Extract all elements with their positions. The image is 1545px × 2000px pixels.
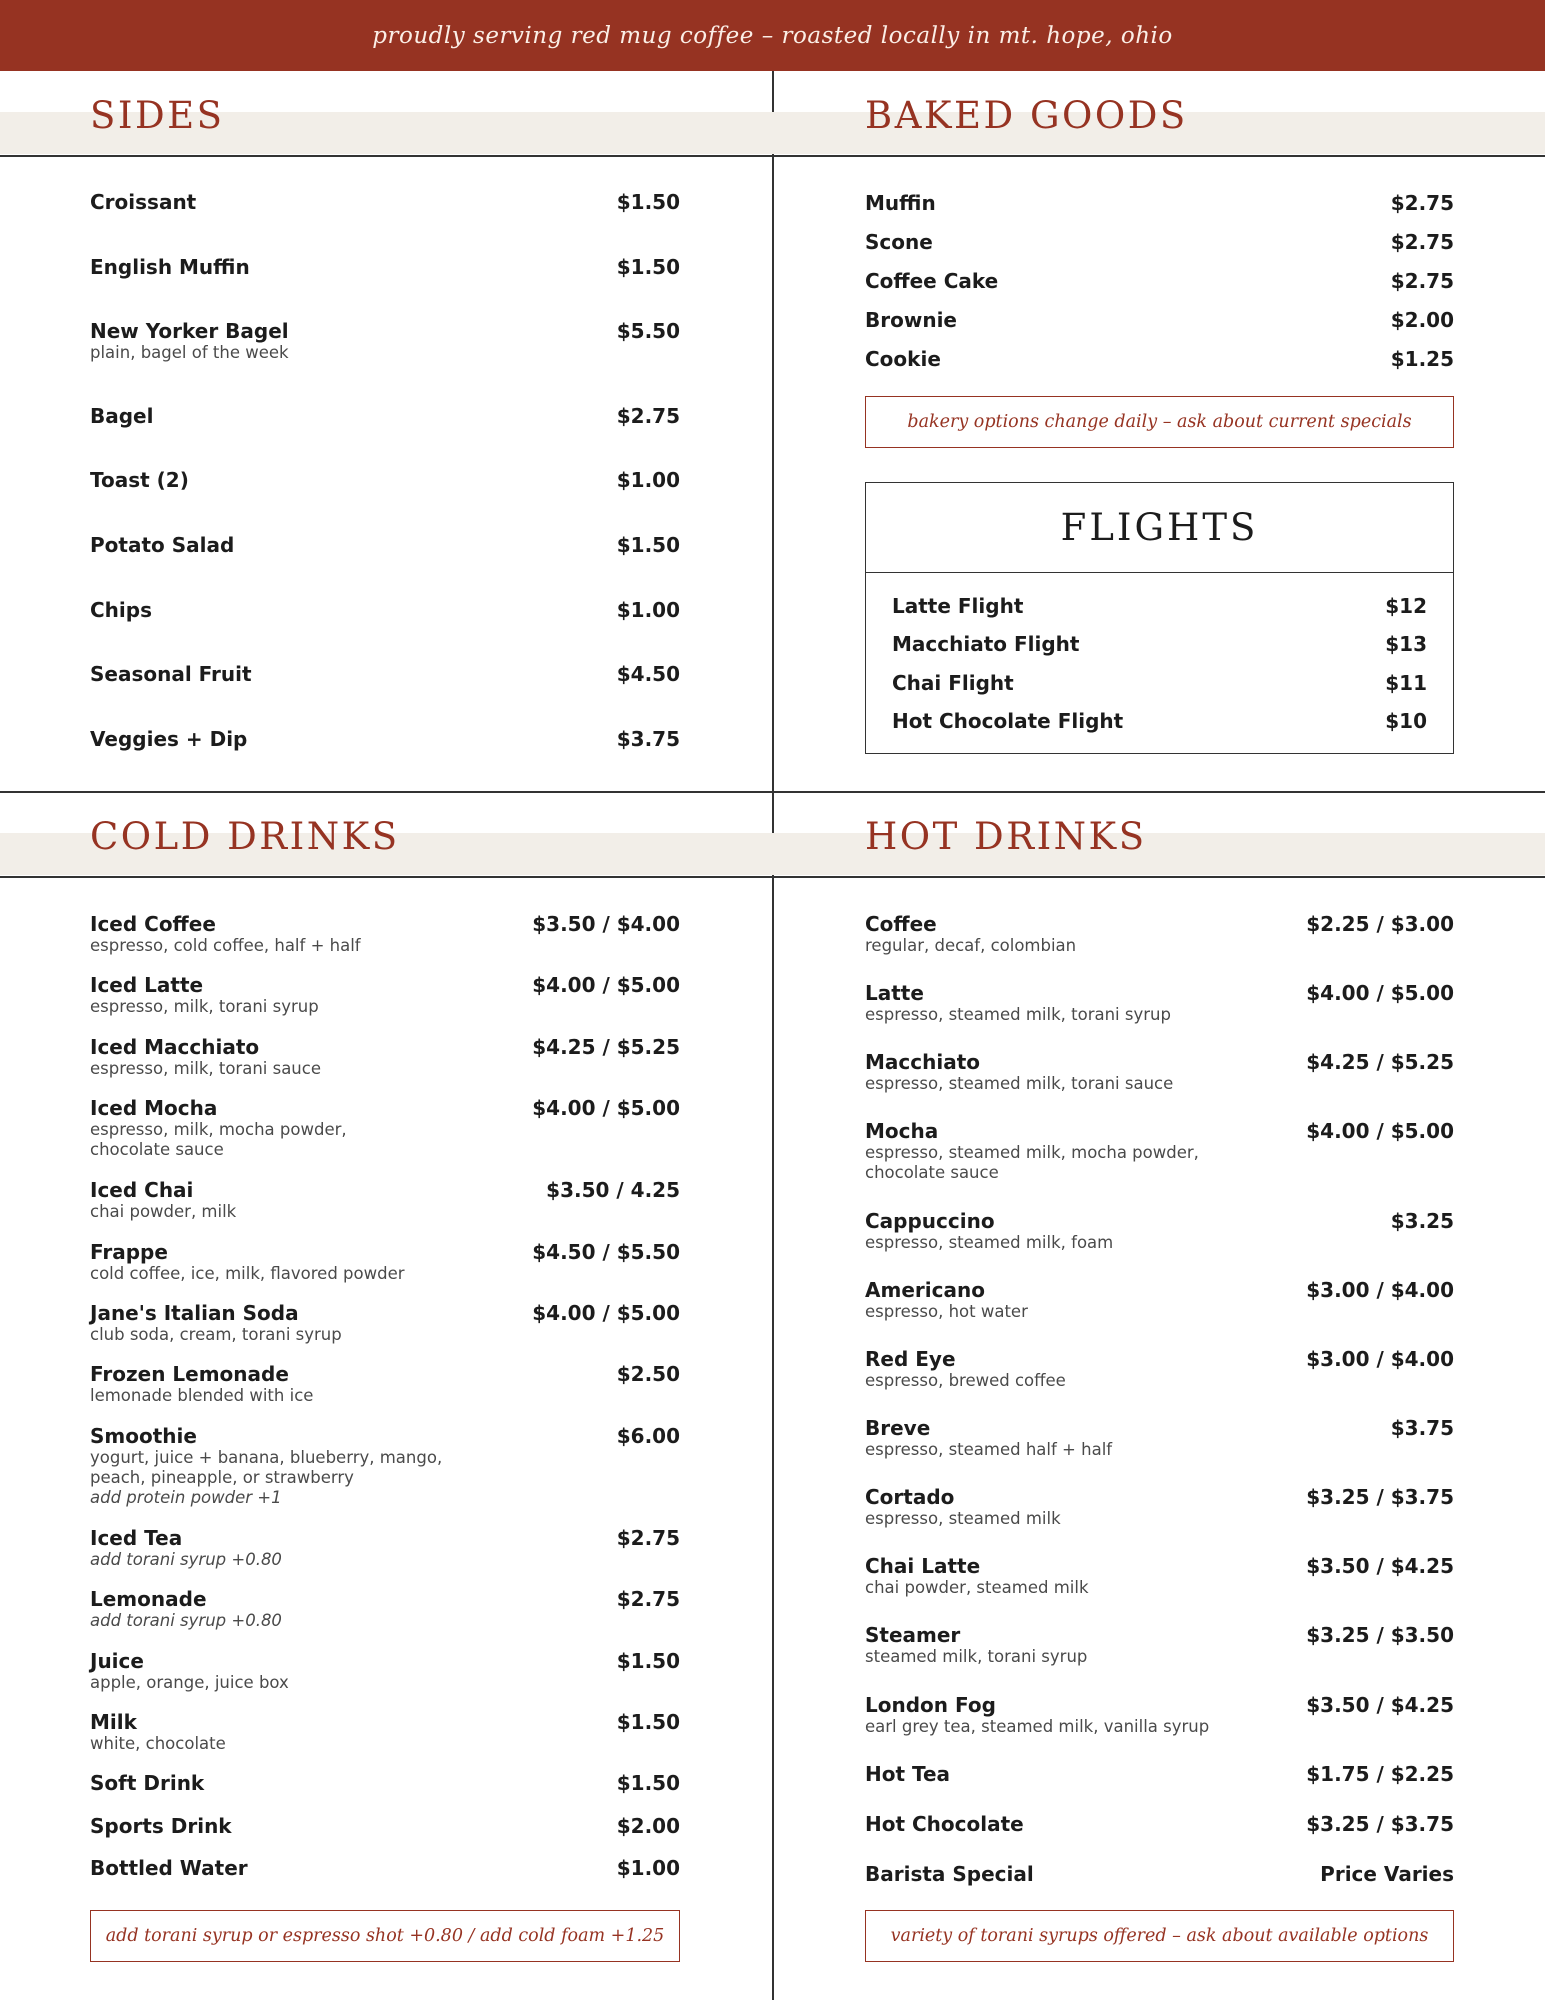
item-name: Steamer	[865, 1623, 961, 1647]
item-name: Hot Chocolate	[865, 1812, 1024, 1836]
item-name: Soft Drink	[90, 1771, 205, 1795]
cold-drinks-list	[90, 912, 680, 1882]
item-name: Cookie	[865, 347, 941, 371]
item-description: club soda, cream, torani syrup	[90, 1325, 342, 1344]
menu-item	[865, 981, 1454, 1025]
banner-text: proudly serving red mug coffee – roasted locally in mt. hope, ohio	[372, 22, 1173, 49]
cold-drinks-note	[90, 1910, 680, 1962]
item-price: $2.75	[1390, 191, 1454, 215]
item-price: $1.50	[616, 1710, 680, 1734]
item-name: Chai Latte	[865, 1554, 981, 1578]
menu-item	[90, 468, 680, 492]
menu-item	[90, 1710, 680, 1754]
item-price: $4.00 / $5.00	[1306, 981, 1454, 1005]
menu-item	[865, 1554, 1454, 1598]
baked-goods-title: BAKED GOODS	[865, 94, 1188, 137]
item-price: $3.75	[616, 727, 680, 751]
item-price: $3.00 / $4.00	[1306, 1278, 1454, 1302]
item-name: Brownie	[865, 308, 957, 332]
item-name: Sports Drink	[90, 1814, 232, 1838]
item-name: Frappe	[90, 1240, 168, 1264]
item-addon-note: add torani syrup +0.80	[90, 1611, 282, 1630]
flights-title: FLIGHTS	[866, 483, 1453, 573]
hot-drinks-list	[865, 912, 1454, 1886]
menu-item	[865, 1209, 1454, 1253]
item-name: Iced Macchiato	[90, 1035, 260, 1059]
menu-item	[90, 1814, 680, 1838]
item-name: Potato Salad	[90, 533, 235, 557]
sides-title: SIDES	[90, 94, 225, 137]
item-price: $4.00 / $5.00	[1306, 1119, 1454, 1143]
item-price: $3.25 / $3.75	[1306, 1812, 1454, 1836]
item-description-line2: chocolate sauce	[90, 1140, 224, 1159]
menu-item	[90, 973, 680, 1017]
menu-item	[865, 912, 1454, 956]
item-price: $2.50	[616, 1362, 680, 1386]
divider-top-titles	[0, 155, 1545, 157]
item-description: cold coffee, ice, milk, flavored powder	[90, 1264, 405, 1283]
item-description: espresso, steamed milk, torani sauce	[865, 1074, 1174, 1093]
item-description-line2: peach, pineapple, or strawberry	[90, 1468, 354, 1487]
item-price: $2.75	[616, 404, 680, 428]
item-price: $11	[1385, 671, 1427, 695]
item-description: espresso, hot water	[865, 1302, 1028, 1321]
item-price: $1.50	[616, 1771, 680, 1795]
flights-box	[865, 482, 1454, 754]
item-price: $10	[1385, 709, 1427, 733]
item-name: Breve	[865, 1416, 931, 1440]
item-name: Scone	[865, 230, 933, 254]
menu-item	[865, 1278, 1454, 1322]
item-name: Hot Tea	[865, 1762, 951, 1786]
menu-item	[892, 671, 1427, 695]
menu-item	[90, 1771, 680, 1795]
menu-item	[865, 1693, 1454, 1737]
title-band-top	[0, 112, 1545, 154]
item-price: $2.75	[1390, 269, 1454, 293]
item-price: $4.50	[616, 662, 680, 686]
menu-item	[90, 1649, 680, 1693]
item-price: $3.50 / $4.25	[1306, 1693, 1454, 1717]
item-name: Smoothie	[90, 1424, 197, 1448]
menu-item	[90, 1301, 680, 1345]
item-price: $1.00	[616, 1856, 680, 1880]
menu-item	[865, 1623, 1454, 1667]
item-description: espresso, steamed milk	[865, 1509, 1061, 1528]
item-name: Latte Flight	[892, 594, 1024, 618]
item-name: Iced Tea	[90, 1526, 183, 1550]
menu-item	[865, 1812, 1454, 1836]
item-description: espresso, steamed milk, foam	[865, 1233, 1114, 1252]
menu-item	[90, 319, 680, 363]
item-name: Iced Mocha	[90, 1096, 218, 1120]
menu-item	[90, 1424, 680, 1508]
item-price: $1.25	[1390, 347, 1454, 371]
menu-item	[90, 1856, 680, 1880]
item-description: espresso, steamed milk, mocha powder,	[865, 1143, 1199, 1162]
item-price: $1.75 / $2.25	[1306, 1762, 1454, 1786]
cold-drinks-note-text: add torani syrup or espresso shot +0.80 / add cold foam +1.25	[105, 1926, 665, 1946]
menu-item	[90, 1362, 680, 1406]
item-price: $3.75	[1390, 1416, 1454, 1440]
item-description: steamed milk, torani syrup	[865, 1647, 1088, 1666]
menu-item	[90, 1526, 680, 1570]
cold-drinks-title: COLD DRINKS	[90, 815, 400, 858]
item-addon-note: add protein powder +1	[90, 1488, 282, 1507]
item-price: $2.00	[616, 1814, 680, 1838]
menu-item	[865, 230, 1454, 254]
item-price: $1.50	[616, 255, 680, 279]
item-name: Latte	[865, 981, 924, 1005]
item-name: New Yorker Bagel	[90, 319, 289, 343]
item-name: English Muffin	[90, 255, 250, 279]
item-name: Macchiato	[865, 1050, 980, 1074]
item-name: Cortado	[865, 1485, 955, 1509]
item-price: $12	[1385, 594, 1427, 618]
menu-item	[90, 190, 680, 214]
item-name: Barista Special	[865, 1862, 1034, 1886]
item-price: $3.25 / $3.75	[1306, 1485, 1454, 1509]
item-price: $1.50	[616, 1649, 680, 1673]
item-description: white, chocolate	[90, 1734, 226, 1753]
item-name: Croissant	[90, 190, 197, 214]
item-description: lemonade blended with ice	[90, 1386, 314, 1405]
top-banner	[0, 0, 1545, 71]
item-price: $4.00 / $5.00	[532, 973, 680, 997]
item-description: espresso, milk, torani sauce	[90, 1059, 321, 1078]
item-name: Frozen Lemonade	[90, 1362, 289, 1386]
item-name: Toast (2)	[90, 468, 189, 492]
item-price: $3.50 / $4.25	[1306, 1554, 1454, 1578]
menu-item	[865, 1862, 1454, 1886]
item-name: Iced Coffee	[90, 912, 216, 936]
item-price: $4.50 / $5.50	[532, 1240, 680, 1264]
divider-middle	[0, 791, 1545, 793]
item-description: espresso, steamed milk, torani syrup	[865, 1005, 1171, 1024]
item-description: plain, bagel of the week	[90, 343, 289, 362]
item-price: $1.00	[616, 598, 680, 622]
item-description: espresso, milk, torani syrup	[90, 997, 319, 1016]
hot-drinks-title: HOT DRINKS	[865, 815, 1147, 858]
menu-item	[90, 662, 680, 686]
item-name: Mocha	[865, 1119, 939, 1143]
menu-item	[865, 1485, 1454, 1529]
menu-item	[892, 632, 1427, 656]
item-price: $5.50	[616, 319, 680, 343]
menu-item	[90, 1035, 680, 1079]
item-price: $1.50	[616, 533, 680, 557]
item-price: $4.25 / $5.25	[532, 1035, 680, 1059]
menu-item	[865, 1762, 1454, 1786]
column-divider	[772, 71, 774, 2000]
item-description: espresso, cold coffee, half + half	[90, 936, 361, 955]
menu-item	[90, 255, 680, 279]
item-name: Seasonal Fruit	[90, 662, 252, 686]
item-name: Bottled Water	[90, 1856, 248, 1880]
item-name: Juice	[90, 1649, 144, 1673]
menu-item	[90, 533, 680, 557]
bakery-note	[865, 396, 1454, 448]
item-name: Milk	[90, 1710, 137, 1734]
menu-item	[892, 594, 1427, 618]
item-name: Cappuccino	[865, 1209, 995, 1233]
item-price: $2.00	[1390, 308, 1454, 332]
item-name: Veggies + Dip	[90, 727, 248, 751]
item-price: $1.00	[616, 468, 680, 492]
item-description: earl grey tea, steamed milk, vanilla syrup	[865, 1717, 1210, 1736]
item-price: $4.00 / $5.00	[532, 1301, 680, 1325]
item-name: Macchiato Flight	[892, 632, 1080, 656]
item-name: Coffee Cake	[865, 269, 999, 293]
baked-goods-list	[865, 191, 1454, 391]
item-price: $2.75	[616, 1587, 680, 1611]
item-price: $13	[1385, 632, 1427, 656]
item-description: chai powder, milk	[90, 1202, 237, 1221]
item-name: Americano	[865, 1278, 985, 1302]
item-price: $3.25 / $3.50	[1306, 1623, 1454, 1647]
item-price: $2.75	[616, 1526, 680, 1550]
menu-item	[90, 1587, 680, 1631]
bakery-note-text: bakery options change daily – ask about current specials	[907, 412, 1412, 432]
item-name: Hot Chocolate Flight	[892, 709, 1124, 733]
item-name: Red Eye	[865, 1347, 956, 1371]
item-price: $3.50 / 4.25	[546, 1178, 680, 1202]
item-price: $2.75	[1390, 230, 1454, 254]
menu-item	[865, 1416, 1454, 1460]
item-name: Iced Chai	[90, 1178, 194, 1202]
item-price: $2.25 / $3.00	[1306, 912, 1454, 936]
menu-item	[865, 191, 1454, 215]
menu-item	[90, 598, 680, 622]
menu-item	[90, 1240, 680, 1284]
item-description-line2: chocolate sauce	[865, 1163, 999, 1182]
item-price: $3.00 / $4.00	[1306, 1347, 1454, 1371]
menu-item	[892, 709, 1427, 733]
item-name: London Fog	[865, 1693, 996, 1717]
item-name: Jane's Italian Soda	[90, 1301, 299, 1325]
menu-item	[90, 727, 680, 751]
menu-item	[865, 269, 1454, 293]
item-price: $4.25 / $5.25	[1306, 1050, 1454, 1074]
menu-item	[865, 347, 1454, 371]
item-description: yogurt, juice + banana, blueberry, mango,	[90, 1448, 443, 1467]
hot-drinks-note-text: variety of torani syrups offered – ask about available options	[890, 1926, 1429, 1946]
item-description: chai powder, steamed milk	[865, 1578, 1089, 1597]
item-price: $4.00 / $5.00	[532, 1096, 680, 1120]
item-name: Chips	[90, 598, 152, 622]
item-addon-note: add torani syrup +0.80	[90, 1550, 282, 1569]
menu-item	[865, 1119, 1454, 1183]
item-price: $6.00	[616, 1424, 680, 1448]
hot-drinks-note	[865, 1910, 1454, 1962]
item-name: Iced Latte	[90, 973, 204, 997]
menu-item	[865, 1050, 1454, 1094]
menu-item	[90, 404, 680, 428]
menu-item	[90, 912, 680, 956]
item-description: regular, decaf, colombian	[865, 936, 1077, 955]
item-description: espresso, brewed coffee	[865, 1371, 1066, 1390]
item-description: espresso, steamed half + half	[865, 1440, 1113, 1459]
item-name: Bagel	[90, 404, 154, 428]
item-name: Lemonade	[90, 1587, 207, 1611]
item-description: apple, orange, juice box	[90, 1673, 289, 1692]
item-name: Coffee	[865, 912, 937, 936]
item-price: $3.50 / $4.00	[532, 912, 680, 936]
item-price: $3.25	[1390, 1209, 1454, 1233]
item-price: Price Varies	[1320, 1862, 1454, 1886]
divider-bottom-titles	[0, 876, 1545, 878]
menu-item	[865, 1347, 1454, 1391]
menu-item	[865, 308, 1454, 332]
flights-list	[892, 594, 1427, 734]
item-description: espresso, milk, mocha powder,	[90, 1120, 347, 1139]
menu-item	[90, 1178, 680, 1222]
item-name: Muffin	[865, 191, 936, 215]
item-price: $1.50	[616, 190, 680, 214]
menu-item	[90, 1096, 680, 1160]
item-name: Chai Flight	[892, 671, 1014, 695]
